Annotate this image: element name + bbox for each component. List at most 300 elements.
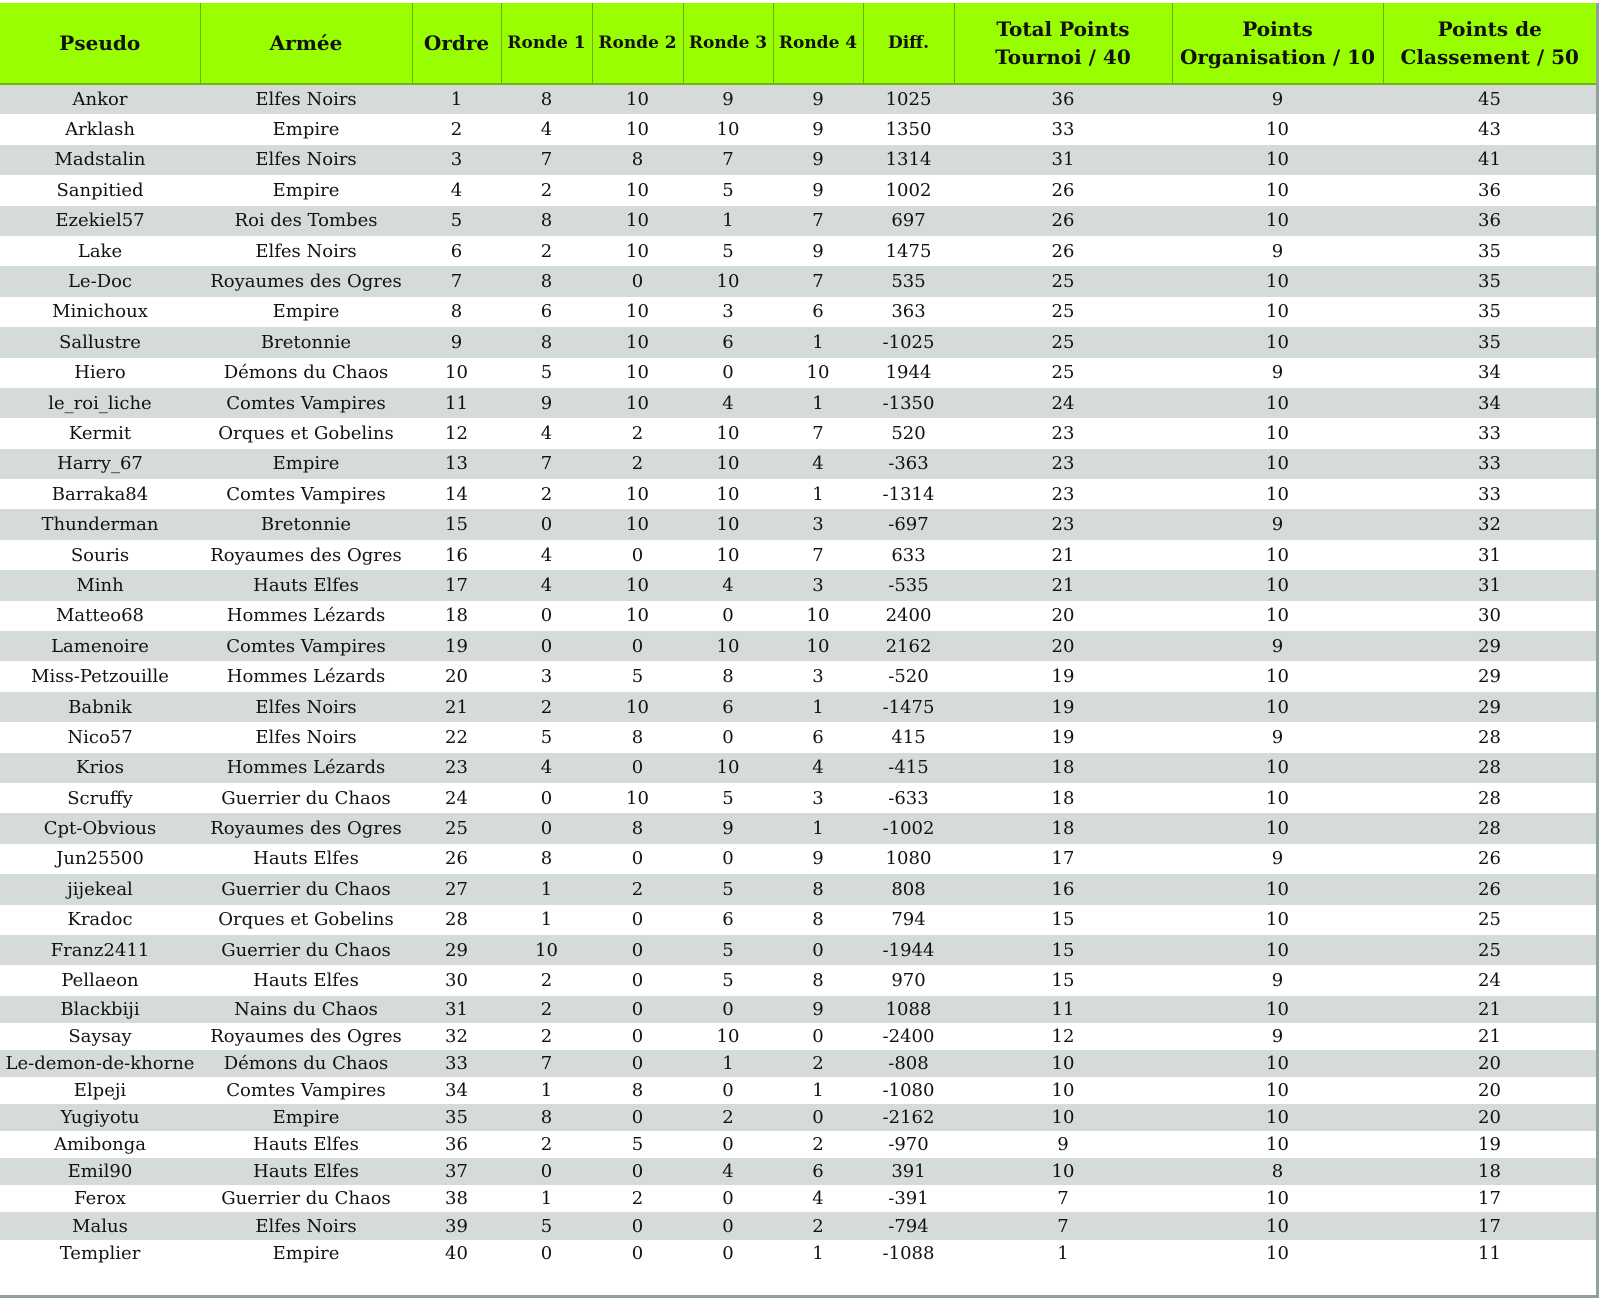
ordre-cell: 2: [450, 119, 463, 141]
ronde-3-cell: 4: [722, 1161, 734, 1183]
ronde-2-cell: 0: [631, 939, 644, 961]
points-organisation-cell: 10: [1266, 939, 1289, 961]
ordre-cell: 12: [445, 422, 468, 444]
points-organisation-cell: 9: [1271, 362, 1284, 384]
ordre-cell: 3: [450, 149, 463, 171]
diff-cell: 520: [891, 422, 926, 444]
table-row[interactable]: [0, 1240, 1596, 1267]
armee-cell: Royaumes des Ogres: [210, 1025, 402, 1047]
pseudo-cell: Krios: [76, 757, 124, 779]
ronde-1-cell: 5: [540, 1215, 553, 1237]
diff-cell: -697: [888, 514, 929, 536]
ronde-3-cell: 7: [722, 149, 734, 171]
table-row[interactable]: [0, 631, 1596, 661]
table-row[interactable]: [0, 449, 1596, 479]
points-organisation-cell: 10: [1266, 149, 1289, 171]
ronde-2-cell: 2: [631, 453, 644, 475]
ronde-3-cell: 10: [716, 544, 740, 566]
ronde-4-cell: 3: [812, 574, 824, 596]
table-row[interactable]: [0, 570, 1596, 600]
points-classement-cell: 28: [1478, 818, 1501, 840]
header-diff[interactable]: Diff.: [863, 3, 954, 84]
points-organisation-cell: 10: [1266, 210, 1289, 232]
ronde-3-cell: 8: [722, 666, 734, 688]
points-classement-cell: 31: [1478, 574, 1501, 596]
ronde-3-cell: 10: [716, 483, 740, 505]
ronde-4-cell: 6: [812, 1161, 824, 1183]
table-row[interactable]: [0, 692, 1596, 722]
ronde-1-cell: 4: [540, 422, 553, 444]
diff-cell: 1475: [885, 240, 932, 262]
table-row[interactable]: [0, 1158, 1596, 1185]
points-organisation-cell: 9: [1271, 635, 1284, 657]
table-row[interactable]: [0, 661, 1596, 691]
tournament-standings-table: [0, 3, 1596, 1267]
ronde-2-cell: 10: [626, 210, 649, 232]
points-organisation-cell: 10: [1266, 574, 1289, 596]
ronde-2-cell: 5: [631, 1134, 644, 1156]
ronde-3-cell: 9: [722, 818, 734, 840]
total-points-cell: 23: [1051, 483, 1075, 505]
ronde-2-cell: 8: [631, 726, 644, 748]
total-points-cell: 23: [1051, 514, 1075, 536]
diff-cell: -1025: [882, 331, 935, 353]
table-row[interactable]: [0, 509, 1596, 539]
diff-cell: -1314: [882, 483, 935, 505]
header-ordre[interactable]: Ordre: [412, 3, 501, 84]
points-classement-cell: 18: [1478, 1161, 1501, 1183]
armee-cell: Bretonnie: [260, 331, 352, 353]
table-row[interactable]: [0, 479, 1596, 509]
total-points-cell: 16: [1051, 878, 1075, 900]
table-row[interactable]: [0, 935, 1596, 965]
ronde-3-cell: 9: [722, 89, 734, 111]
diff-cell: 697: [891, 210, 926, 232]
ronde-1-cell: 0: [540, 1161, 553, 1183]
total-points-cell: 19: [1051, 666, 1075, 688]
ronde-2-cell: 0: [631, 970, 644, 992]
armee-cell: Hauts Elfes: [253, 574, 359, 596]
ronde-1-cell: 9: [540, 392, 553, 414]
diff-cell: 2400: [885, 605, 932, 627]
ronde-3-cell: 6: [722, 909, 734, 931]
ordre-cell: 13: [445, 453, 468, 475]
table-row[interactable]: [0, 874, 1596, 904]
points-classement-cell: 28: [1478, 726, 1501, 748]
ordre-cell: 29: [445, 939, 468, 961]
ronde-1-cell: 6: [540, 301, 553, 323]
points-classement-cell: 19: [1478, 1134, 1501, 1156]
ronde-1-cell: 2: [540, 240, 553, 262]
ronde-3-cell: 10: [716, 514, 740, 536]
table-row[interactable]: [0, 84, 1596, 114]
ronde-3-cell: 5: [722, 970, 734, 992]
points-classement-cell: 29: [1478, 666, 1501, 688]
pseudo-cell: Emil90: [67, 1161, 133, 1183]
ronde-4-cell: 1: [812, 696, 824, 718]
header-pseudo[interactable]: Pseudo: [0, 3, 200, 84]
ronde-4-cell: 1: [812, 1242, 824, 1264]
pseudo-cell: Jun25500: [56, 848, 144, 870]
table-row[interactable]: [0, 844, 1596, 874]
armee-cell: Orques et Gobelins: [218, 909, 394, 931]
points-classement-cell: 26: [1478, 878, 1501, 900]
ordre-cell: 8: [450, 301, 463, 323]
header-total-points-tournoi[interactable]: Total Points Tournoi / 40: [954, 3, 1172, 84]
table-row[interactable]: [0, 388, 1596, 418]
ronde-1-cell: 0: [540, 818, 553, 840]
table-row[interactable]: [0, 266, 1596, 296]
ronde-4-cell: 8: [812, 970, 824, 992]
table-row[interactable]: [0, 783, 1596, 813]
diff-cell: -1080: [882, 1080, 935, 1102]
ronde-2-cell: 0: [631, 635, 644, 657]
table-row[interactable]: [0, 1023, 1596, 1050]
ronde-1-cell: 8: [540, 271, 553, 293]
ronde-3-cell: 6: [722, 696, 734, 718]
ordre-cell: 32: [445, 1025, 468, 1047]
ronde-1-cell: 0: [540, 605, 553, 627]
pseudo-cell: Amibonga: [53, 1134, 147, 1156]
table-row[interactable]: [0, 114, 1596, 144]
armee-cell: Royaumes des Ogres: [210, 544, 402, 566]
armee-cell: Guerrier du Chaos: [221, 1188, 391, 1210]
armee-cell: Hommes Lézards: [226, 605, 386, 627]
total-points-cell: 26: [1051, 210, 1075, 232]
table-row[interactable]: [0, 1104, 1596, 1131]
pseudo-cell: Ferox: [74, 1188, 126, 1210]
diff-cell: -363: [888, 453, 929, 475]
table-row[interactable]: [0, 418, 1596, 448]
diff-cell: 1080: [885, 848, 932, 870]
ronde-4-cell: 6: [812, 726, 824, 748]
points-classement-cell: 35: [1478, 301, 1501, 323]
table-row[interactable]: [0, 540, 1596, 570]
pseudo-cell: Le-demon-de-khorne: [5, 1052, 195, 1074]
header-ronde-3[interactable]: Ronde 3: [683, 3, 773, 84]
ronde-1-cell: 7: [540, 149, 553, 171]
armee-cell: Guerrier du Chaos: [221, 878, 391, 900]
ronde-4-cell: 10: [806, 605, 830, 627]
diff-cell: -1350: [882, 392, 935, 414]
header-points-classement[interactable]: Points de Classement / 50: [1400, 17, 1579, 69]
ronde-1-cell: 2: [540, 998, 553, 1020]
table-row[interactable]: [0, 1131, 1596, 1158]
ordre-cell: 30: [445, 970, 468, 992]
pseudo-cell: Miss-Petzouille: [31, 666, 169, 688]
pseudo-cell: Templier: [59, 1242, 141, 1264]
points-classement-cell: 33: [1478, 453, 1501, 475]
ronde-2-cell: 0: [631, 1242, 644, 1264]
armee-cell: Elfes Noirs: [255, 696, 357, 718]
points-classement-cell: 28: [1478, 757, 1501, 779]
ronde-4-cell: 1: [812, 818, 824, 840]
total-points-cell: 7: [1057, 1215, 1069, 1237]
points-classement-cell: 28: [1478, 787, 1501, 809]
table-row[interactable]: [0, 297, 1596, 327]
diff-cell: -1088: [882, 1242, 935, 1264]
points-classement-cell: 20: [1478, 1080, 1501, 1102]
armee-cell: Empire: [272, 179, 340, 201]
points-organisation-cell: 9: [1271, 1025, 1284, 1047]
header-row: [0, 3, 1596, 84]
ronde-1-cell: 8: [540, 89, 553, 111]
ronde-3-cell: 4: [722, 574, 734, 596]
ronde-2-cell: 10: [626, 392, 649, 414]
header-armee[interactable]: Armée: [200, 3, 412, 84]
ronde-3-cell: 10: [716, 1025, 740, 1047]
table-row[interactable]: [0, 1212, 1596, 1239]
pseudo-cell: Thunderman: [41, 514, 159, 536]
table-row[interactable]: [0, 813, 1596, 843]
pseudo-cell: le_roi_liche: [48, 392, 152, 414]
ronde-2-cell: 10: [626, 696, 649, 718]
points-organisation-cell: 10: [1266, 1215, 1289, 1237]
table-row[interactable]: [0, 753, 1596, 783]
ronde-2-cell: 10: [626, 119, 649, 141]
points-organisation-cell: 10: [1266, 818, 1289, 840]
ordre-cell: 6: [450, 240, 463, 262]
table-row[interactable]: [0, 175, 1596, 205]
header-ronde-1[interactable]: Ronde 1: [501, 3, 592, 84]
ronde-2-cell: 10: [626, 483, 649, 505]
total-points-cell: 33: [1051, 119, 1075, 141]
points-organisation-cell: 10: [1266, 119, 1289, 141]
total-points-cell: 10: [1051, 1161, 1075, 1183]
ronde-4-cell: 1: [812, 1080, 824, 1102]
pseudo-cell: Sanpitied: [56, 179, 144, 201]
points-classement-cell: 34: [1478, 392, 1501, 414]
ronde-3-cell: 10: [716, 271, 740, 293]
ordre-cell: 10: [445, 362, 468, 384]
ronde-3-cell: 5: [722, 787, 734, 809]
diff-cell: -1944: [882, 939, 935, 961]
total-points-cell: 36: [1051, 89, 1075, 111]
ronde-1-cell: 2: [540, 970, 553, 992]
ronde-2-cell: 10: [626, 574, 649, 596]
points-classement-cell: 41: [1478, 149, 1501, 171]
points-classement-cell: 25: [1478, 939, 1501, 961]
ronde-3-cell: 4: [722, 392, 734, 414]
ronde-3-cell: 0: [722, 1188, 734, 1210]
ronde-3-cell: 10: [716, 635, 740, 657]
ronde-3-cell: 10: [716, 119, 740, 141]
ronde-2-cell: 0: [631, 1161, 644, 1183]
ordre-cell: 9: [450, 331, 463, 353]
ronde-4-cell: 9: [812, 89, 824, 111]
ronde-3-cell: 2: [722, 1107, 734, 1129]
table-row[interactable]: [0, 965, 1596, 995]
total-points-cell: 23: [1051, 453, 1075, 475]
points-classement-cell: 35: [1478, 240, 1501, 262]
total-points-cell: 18: [1051, 757, 1075, 779]
ordre-cell: 27: [445, 878, 468, 900]
points-organisation-cell: 10: [1266, 1242, 1289, 1264]
total-points-cell: 12: [1051, 1025, 1075, 1047]
pseudo-cell: Souris: [70, 544, 130, 566]
ronde-1-cell: 5: [540, 726, 553, 748]
table-row[interactable]: [0, 905, 1596, 935]
total-points-cell: 23: [1051, 422, 1075, 444]
ronde-1-cell: 2: [540, 696, 553, 718]
ronde-2-cell: 0: [631, 909, 644, 931]
points-organisation-cell: 9: [1271, 240, 1284, 262]
ordre-cell: 39: [445, 1215, 468, 1237]
points-classement-cell: 36: [1478, 210, 1501, 232]
ronde-2-cell: 10: [626, 89, 649, 111]
ronde-3-cell: 6: [722, 331, 734, 353]
diff-cell: -970: [888, 1134, 929, 1156]
points-classement-cell: 45: [1478, 89, 1501, 111]
ronde-1-cell: 1: [540, 1080, 553, 1102]
total-points-cell: 9: [1057, 1134, 1069, 1156]
armee-cell: Empire: [272, 453, 340, 475]
pseudo-cell: Ezekiel57: [55, 210, 145, 232]
points-classement-cell: 21: [1478, 1025, 1501, 1047]
ronde-1-cell: 8: [540, 1107, 553, 1129]
points-classement-cell: 26: [1478, 848, 1501, 870]
ronde-2-cell: 0: [631, 757, 644, 779]
ronde-2-cell: 2: [631, 878, 644, 900]
ronde-2-cell: 10: [626, 787, 649, 809]
ronde-3-cell: 0: [722, 998, 734, 1020]
points-classement-cell: 11: [1478, 1242, 1501, 1264]
pseudo-cell: jijekeal: [67, 878, 133, 900]
diff-cell: 1002: [885, 179, 932, 201]
ronde-1-cell: 4: [540, 544, 553, 566]
points-organisation-cell: 10: [1266, 301, 1289, 323]
ronde-4-cell: 9: [812, 848, 824, 870]
table-row[interactable]: [0, 1185, 1596, 1212]
armee-cell: Démons du Chaos: [223, 362, 389, 384]
pseudo-cell: Scruffy: [67, 787, 133, 809]
diff-cell: -535: [888, 574, 929, 596]
armee-cell: Comtes Vampires: [226, 483, 386, 505]
header-ronde-4[interactable]: Ronde 4: [773, 3, 863, 84]
total-points-cell: 21: [1051, 544, 1075, 566]
ronde-2-cell: 0: [631, 1215, 644, 1237]
total-points-cell: 15: [1051, 939, 1075, 961]
ronde-2-cell: 10: [626, 605, 649, 627]
ronde-1-cell: 0: [540, 514, 553, 536]
ronde-4-cell: 9: [812, 240, 824, 262]
ronde-1-cell: 4: [540, 574, 553, 596]
pseudo-cell: Elpeji: [73, 1080, 127, 1102]
ronde-1-cell: 2: [540, 179, 553, 201]
ordre-cell: 26: [445, 848, 468, 870]
total-points-cell: 1: [1057, 1242, 1069, 1264]
ronde-4-cell: 3: [812, 666, 824, 688]
pseudo-cell: Minichoux: [52, 301, 148, 323]
diff-cell: -794: [888, 1215, 929, 1237]
ronde-1-cell: 2: [540, 1025, 553, 1047]
ronde-2-cell: 0: [631, 271, 644, 293]
pseudo-cell: Blackbiji: [60, 998, 140, 1020]
total-points-cell: 25: [1051, 301, 1075, 323]
ronde-4-cell: 8: [812, 909, 824, 931]
table-row[interactable]: [0, 601, 1596, 631]
points-classement-cell: 32: [1478, 514, 1501, 536]
ronde-1-cell: 5: [540, 362, 553, 384]
points-classement-cell: 34: [1478, 362, 1501, 384]
ronde-4-cell: 10: [806, 635, 830, 657]
armee-cell: Démons du Chaos: [223, 1052, 389, 1074]
pseudo-cell: Lamenoire: [51, 635, 149, 657]
points-classement-cell: 35: [1478, 331, 1501, 353]
ronde-2-cell: 10: [626, 301, 649, 323]
armee-cell: Hauts Elfes: [253, 1161, 359, 1183]
armee-cell: Hauts Elfes: [253, 970, 359, 992]
total-points-cell: 25: [1051, 271, 1075, 293]
ronde-1-cell: 10: [535, 939, 558, 961]
ordre-cell: 38: [445, 1188, 468, 1210]
table-row[interactable]: [0, 1050, 1596, 1077]
points-organisation-cell: 10: [1266, 392, 1289, 414]
table-row[interactable]: [0, 1077, 1596, 1104]
pseudo-cell: Kradoc: [67, 909, 133, 931]
table-row[interactable]: [0, 236, 1596, 266]
header-points-organisation[interactable]: Points Organisation / 10: [1172, 3, 1383, 84]
ronde-2-cell: 10: [626, 179, 649, 201]
armee-cell: Empire: [272, 1242, 340, 1264]
points-organisation-cell: 10: [1266, 909, 1289, 931]
armee-cell: Comtes Vampires: [226, 1080, 386, 1102]
table-row[interactable]: [0, 722, 1596, 752]
table-row[interactable]: [0, 145, 1596, 175]
ronde-1-cell: 0: [540, 787, 553, 809]
ordre-cell: 23: [445, 757, 468, 779]
ronde-4-cell: 6: [812, 301, 824, 323]
pseudo-cell: Malus: [72, 1215, 128, 1237]
ronde-1-cell: 2: [540, 483, 553, 505]
total-points-cell: 21: [1051, 574, 1075, 596]
points-organisation-cell: 10: [1266, 271, 1289, 293]
points-organisation-cell: 10: [1266, 1188, 1289, 1210]
points-organisation-cell: 10: [1266, 422, 1289, 444]
points-organisation-cell: 10: [1266, 605, 1289, 627]
diff-cell: -415: [888, 757, 929, 779]
ordre-cell: 36: [445, 1134, 468, 1156]
table-row[interactable]: [0, 206, 1596, 236]
ronde-1-cell: 4: [540, 119, 553, 141]
ordre-cell: 22: [445, 726, 468, 748]
ordre-cell: 1: [450, 89, 463, 111]
armee-cell: Roi des Tombes: [234, 210, 378, 232]
header-ronde-2[interactable]: Ronde 2: [592, 3, 683, 84]
ronde-3-cell: 0: [722, 848, 734, 870]
pseudo-cell: Franz2411: [50, 939, 150, 961]
points-organisation-cell: 10: [1266, 544, 1289, 566]
points-organisation-cell: 10: [1266, 331, 1289, 353]
points-classement-cell: 30: [1478, 605, 1501, 627]
ronde-3-cell: 10: [716, 422, 740, 444]
pseudo-cell: Barraka84: [51, 483, 149, 505]
total-points-cell: 17: [1051, 848, 1075, 870]
ronde-2-cell: 0: [631, 1052, 644, 1074]
pseudo-cell: Lake: [77, 240, 123, 262]
ronde-4-cell: 7: [812, 210, 824, 232]
ronde-3-cell: 0: [722, 1215, 734, 1237]
pseudo-cell: Minh: [76, 574, 124, 596]
ordre-cell: 40: [445, 1242, 468, 1264]
table-row[interactable]: [0, 358, 1596, 388]
ronde-2-cell: 5: [631, 666, 644, 688]
ronde-2-cell: 0: [631, 998, 644, 1020]
pseudo-cell: Sallustre: [59, 331, 141, 353]
diff-cell: 808: [891, 878, 926, 900]
table-row[interactable]: [0, 327, 1596, 357]
table-row[interactable]: [0, 996, 1596, 1023]
